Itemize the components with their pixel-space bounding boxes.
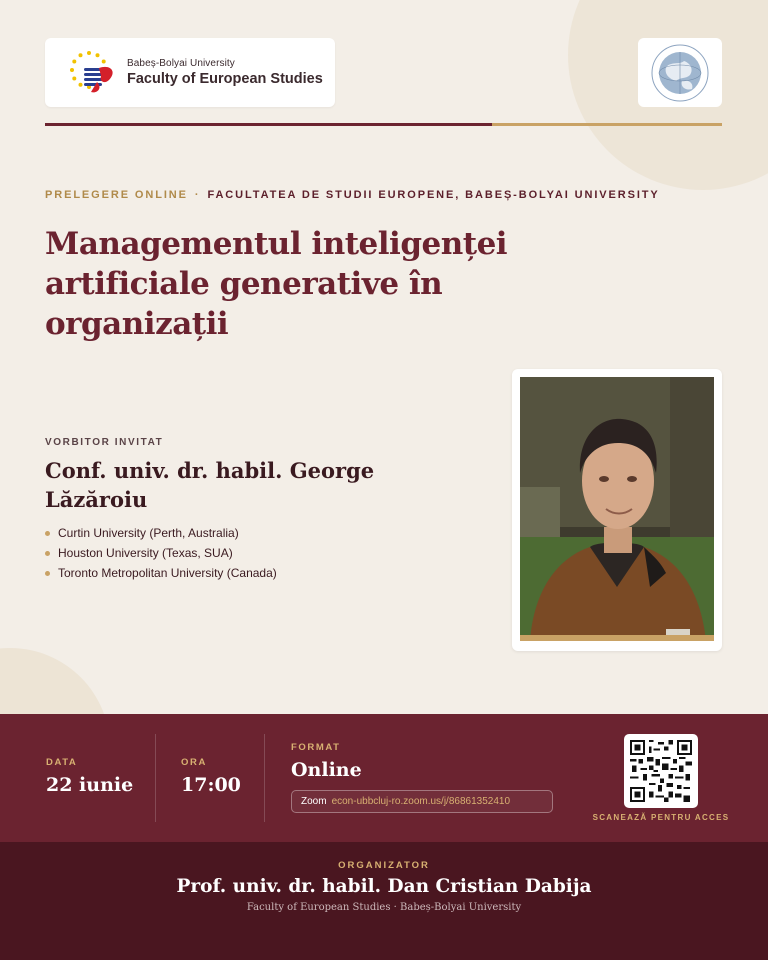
divider [264,734,265,822]
bullet-icon [45,551,50,556]
format-value: Online [291,759,362,781]
organizer-name: Prof. univ. dr. habil. Dan Cristian Dabija [176,876,592,897]
qr-code-icon[interactable] [630,740,692,802]
event-title: Managementul inteligenței artificiale generative în organizații [45,226,508,342]
bullet-icon [45,571,50,576]
eu-stars-logo-icon [59,48,119,98]
date-label: DATA [46,757,78,768]
organizer-footer [0,842,768,960]
faculty-logo-card [45,38,335,107]
speaker-photo [520,377,714,641]
zoom-label: Zoom [301,796,327,807]
eyebrow-separator: · [194,189,201,201]
speaker-photo-frame [512,369,722,651]
list-item: Toronto Metropolitan University (Canada) [45,563,277,583]
list-item: Curtin University (Perth, Australia) [45,523,277,543]
event-eyebrow [45,189,660,201]
time-value: 17:00 [181,774,241,796]
university-name: Babeș-Bolyai University [127,58,235,69]
organizer-label: ORGANIZATOR [338,860,430,871]
qr-code-card[interactable] [624,734,698,808]
speaker-label: VORBITOR INVITAT [45,437,164,448]
zoom-link[interactable] [291,790,553,813]
speaker-affiliations [45,523,277,583]
organizer-affiliation: Faculty of European Studies · Babeș-Bolyai University [246,902,522,913]
seal-card [638,38,722,107]
speaker-name: Conf. univ. dr. habil. George Lăzăroiu [45,458,375,512]
divider [155,734,156,822]
event-host: FACULTATEA DE STUDII EUROPENE, BABEȘ-BOLYAI UNIVERSITY [207,189,660,201]
time-label: ORA [181,757,207,768]
zoom-url[interactable]: econ-ubbcluj-ro.zoom.us/j/86861352410 [331,796,511,807]
bullet-icon [45,531,50,536]
faculty-name: Faculty of European Studies [127,71,323,87]
globe-seal-icon [650,43,710,103]
format-label: FORMAT [291,742,341,753]
event-type: PRELEGERE ONLINE [45,189,188,201]
header-divider [45,123,722,126]
qr-caption: SCANEAZĂ PENTRU ACCES [592,813,730,822]
date-value: 22 iunie [46,774,134,796]
list-item: Houston University (Texas, SUA) [45,543,277,563]
